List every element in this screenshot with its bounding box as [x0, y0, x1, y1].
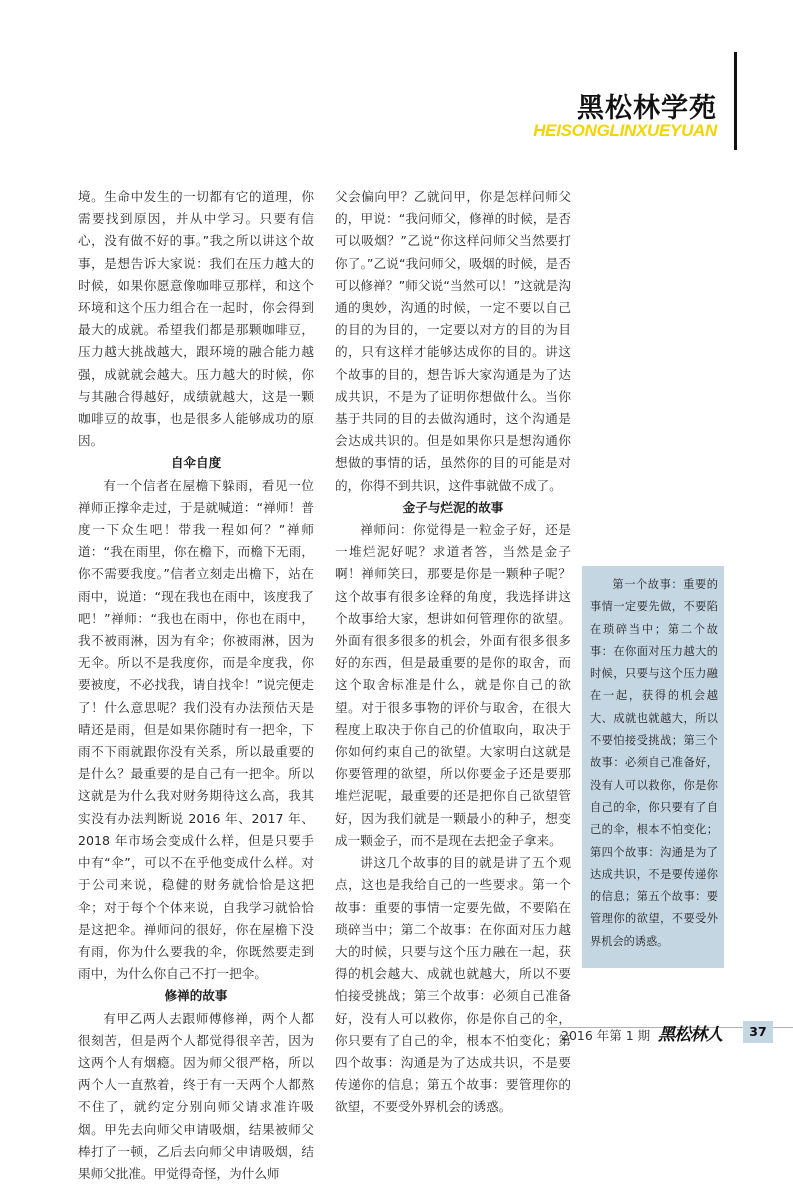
- issue-label: 2016 年第 1 期: [561, 1028, 651, 1043]
- pull-quote-box: [582, 566, 724, 968]
- pull-quote-text: [590, 574, 718, 953]
- page-number: 37: [743, 1021, 773, 1043]
- section-heading: 自伞自度: [170, 455, 222, 471]
- paragraph: 境。生命中发生的一切都有它的道理，你需要找到原因，并从中学习。只要有信心，没有做不好的事。”我之所以讲这个故事，是想告诉大家说：我们在压力越大的时候，如果你愿意像咖啡豆那样，和这个环境和这个压力组合在一起时，你会得到最大的成就。希望我们都是那颗咖啡豆，压力越大挑战越大，跟环境的融合能力越强，成就就会越大。压力越大的时候，你与其融合得越好，成绩就越大，这是一颗咖啡豆的故事，也是很多人能够成功的原因。: [78, 189, 314, 449]
- section-heading: 金子与烂泥的故事: [402, 499, 504, 515]
- paragraph: 禅师问：你觉得是一粒金子好，还是一堆烂泥好呢？求道者答，当然是金子啊！禅师笑曰，那要是你是一颗种子呢？这个故事有很多诠释的角度，我选择讲这个故事给大家，想讲如何管理你的欲望。外面有很多很多的机会，外面有很多很多好的东西，但是最重要的是你的取舍，而这个取舍标准是什么，就是你自己的欲望。对于很多事物的评价与取舍，在很大程度上取决于你自己的价值取向，取决于你如何约束自己的欲望。大家明白这就是你要管理的欲望，所以你要金子还是要那堆烂泥呢，最重要的还是把你自己欲望管好，因为我们就是一颗最小的种子，想变成一颗金子，而不是现在去把金子拿来。: [335, 522, 571, 848]
- column-title: 黑松林学苑: [577, 93, 717, 124]
- pull-quote-body: 第一个故事：重要的事情一定要先做，不要陷在琐碎当中；第二个故事：在你面对压力越大的时候，只要与这个压力融在一起，获得的机会越大、成就也就越大，所以不要怕接受挑战；第三个故事：必须自己准备好，没有人可以救你，你是你自己的伞，你只要有了自己的伞，根本不怕变化；第四个故事：沟通是为了达成共识，不是要传递你的信息；第五个故事：要管理你的欲望，不要受外界机会的诱惑。: [590, 578, 718, 948]
- header-divider: [734, 52, 737, 150]
- paragraph: 有一个信者在屋檐下躲雨，看见一位禅师正撑伞走过，于是就喊道：“禅师！普度一下众生吧！带我一程如何？”禅师道：“我在雨里，你在檐下，而檐下无雨，你不需要我度。”信者立刻走出檐下，站在雨中，说道：“现在我也在雨中，该度我了吧！”禅师：“我也在雨中，你也在雨中，我不被雨淋，因为有伞；你被雨淋，因为无伞。所以不是我度你，而是伞度我，你要被度，不必找我，请自找伞！”说完便走了！什么意思呢？我们没有办法预估天是晴还是雨，但是如果你随时有一把伞，下雨不下雨就跟你没有关系，所以最重要的是什么？最重要的是自己有一把伞。所以这就是为什么我对财务期待这么高，我其实没有办法判断说 2016 年、2017 年、2018 年市场会变成什么样，但是只要手中有“伞”，可以不在乎他变成什么样。对于公司来说，稳健的财务就恰恰是这把伞；对于每个个体来说，自我学习就恰恰是这把伞。禅师问的很好，你在屋檐下没有雨，你为什么要我的伞，你既然要走到雨中，为什么你自己不打一把伞。: [78, 477, 314, 982]
- paragraph: 讲这几个故事的目的就是讲了五个观点，这也是我给自己的一些要求。第一个故事：重要的事情一定要先做，不要陷在琐碎当中；第二个故事：在你面对压力越大的时候，只要与这个压力融在一起，获得的机会越大、成就也就越大，所以不要怕接受挑战；第三个故事：必须自己准备好，没有人可以救你，你是你自己的伞，你只要有了自己的伞，根本不怕变化；第四个故事：沟通是为了达成共识，不是要传递你的信息；第五个故事：要管理你的欲望，不要受外界机会的诱惑。: [335, 855, 571, 1115]
- magazine-logo: 黑松林人: [658, 1025, 722, 1045]
- column-subtitle-pinyin: HEISONGLINXUEYUAN: [533, 121, 717, 140]
- section-heading: 修禅的故事: [164, 988, 228, 1004]
- article-column-right: [335, 186, 571, 1119]
- paragraph: 有甲乙两人去跟师傅修禅，两个人都很刻苦，但是两个人都觉得很辛苦，因为这两个人有烟瘾。因为师父很严格，所以两个人一直熬着，终于有一天两个人都熬不住了，就约定分别向师父请求准许吸烟。甲先去向师父申请吸烟，结果被师父棒打了一顿，乙后去向师父申请吸烟，结果师父批准。甲觉得奇怪，为什么师: [78, 1010, 314, 1181]
- paragraph: 父会偏向甲？乙就问甲，你是怎样问师父的，甲说：“我问师父，修禅的时候，是否可以吸烟？”乙说“你这样问师父当然要打你了。”乙说“我问师父，吸烟的时候，是否可以修禅？”师父说“当然可以！”这就是沟通的奥妙，沟通的时候，一定不要以自己的目的为目的，一定要以对方的目的为目的，只有这样才能够达成你的目的。讲这个故事的目的，想告诉大家沟通是为了达成共识，不是为了证明你想做什么。当你基于共同的目的去做沟通时，这个沟通是会达成共识的。但是如果你只是想沟通你想做的事情的话，虽然你的目的可能是对的，你得不到共识，这件事就做不成了。: [335, 189, 571, 493]
- article-column-left: [78, 186, 314, 1185]
